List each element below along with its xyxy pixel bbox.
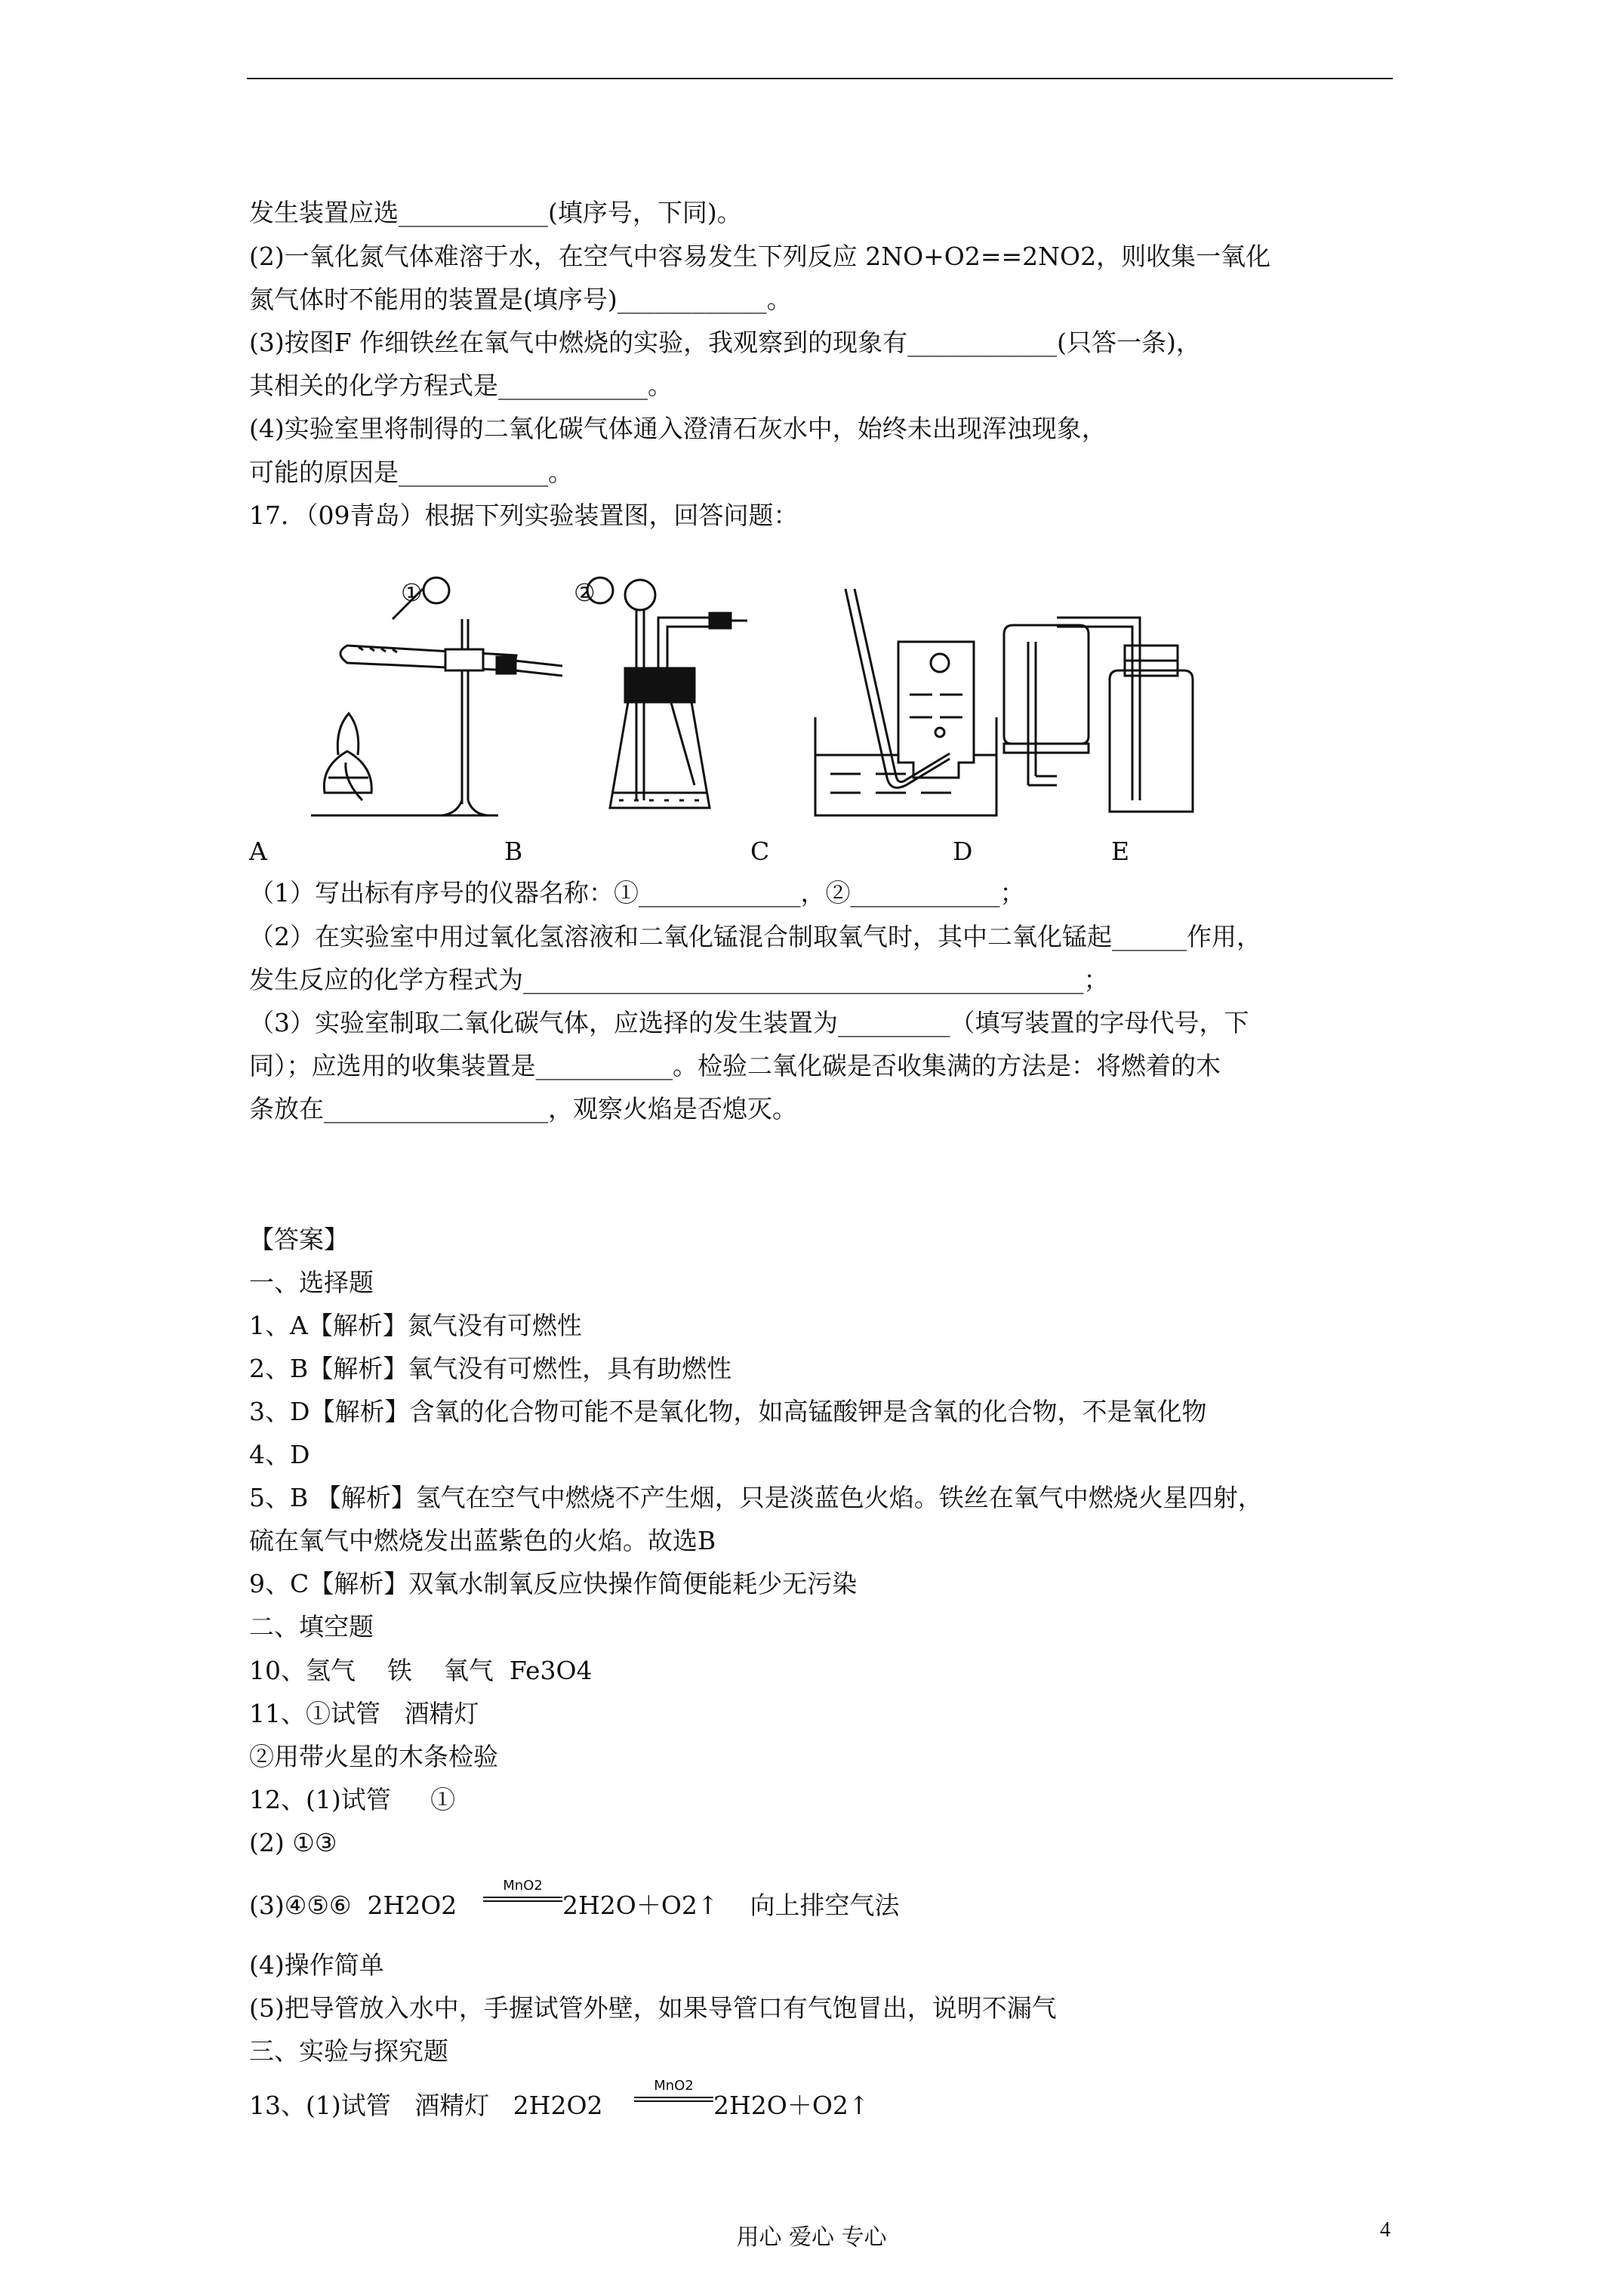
text-line: （2）在实验室中用过氧化氢溶液和二氧化锰混合制取氧气时，其中二氧化锰起______作用， [249,922,1261,951]
answer-line: (5)把导管放入水中，手握试管外壁，如果导管口有气饱冒出，说明不漏气 [249,1993,1057,2023]
label-d: D [953,837,973,866]
mark-1: ① [401,578,423,607]
apparatus-c [815,589,996,815]
text-line: （1）写出标有序号的仪器名称：①_____________，②____________； [249,878,1025,908]
equation-left: 13、(1)试管 酒精灯 2H2O2 [249,2091,603,2120]
text-line: 条放在__________________，观察火焰是否熄灭。 [249,1094,797,1123]
apparatus-figure [302,574,1359,831]
question-17-title: 17．（09青岛）根据下列实验装置图，回答问题： [249,501,799,530]
page-footer: 用心 爱心 专心 [736,2224,887,2251]
answer-line: 9、C【解析】双氧水制氧反应快操作简便能耗少无污染 [249,1569,858,1598]
answer-line: 5、B 【解析】氢气在空气中燃烧不产生烟，只是淡蓝色火焰。铁丝在氧气中燃烧火星四射， [249,1483,1263,1512]
answer-line: 3、D【解析】含氧的化合物可能不是氧化物，如高锰酸钾是含氧的化合物，不是氧化物 [249,1397,1207,1426]
text-line: 氮气体时不能用的装置是(填序号)____________。 [249,285,792,314]
equation-right: 2H2O＋O2↑ [713,2091,870,2120]
label-a: A [249,837,267,866]
text-line: 可能的原因是____________。 [249,458,573,487]
label-c: C [750,837,770,866]
text-line: (3)按图F 作细铁丝在氧气中燃烧的实验，我观察到的现象有____________(只答一条)， [249,328,1201,357]
answer-line: 12、(1)试管 ① [249,1785,456,1814]
catalyst-arrow [634,2079,713,2116]
answer-line: 4、D [249,1440,310,1469]
text-line: 其相关的化学方程式是____________。 [249,371,673,400]
label-b: B [504,837,523,866]
text-line: (4)实验室里将制得的二氧化碳气体通入澄清石灰水中，始终未出现浑浊现象， [249,414,1107,443]
answer-line: 1、A【解析】氮气没有可燃性 [249,1311,582,1340]
answer-line: ②用带火星的木条检验 [249,1742,498,1771]
page-number: 4 [1380,2218,1390,2242]
answer-line: (4)操作简单 [249,1950,384,1980]
section-heading: 三、实验与探究题 [249,2036,448,2066]
answer-line: 11、①试管 酒精灯 [249,1699,479,1728]
text-line: 发生反应的化学方程式为_____________________________________________； [249,965,1109,994]
section-heading: 一、选择题 [249,1268,374,1297]
answer-line: 2、B【解析】氧气没有可燃性，具有助燃性 [249,1354,732,1383]
header-rule [247,78,1393,79]
catalyst-label: MnO2 [654,2078,694,2094]
answer-heading: 【答案】 [249,1225,349,1254]
label-e: E [1111,837,1130,866]
apparatus-a [311,578,562,815]
mark-2: ② [574,578,596,607]
catalyst-arrow [483,1878,562,1916]
answer-line: 硫在氧气中燃烧发出蓝紫色的火焰。故选B [249,1526,716,1555]
answer-line: 10、氢气 铁 氧气 Fe3O4 [249,1656,593,1685]
text-line: (2)一氧化氮气体难溶于水，在空气中容易发生下列反应 2NO+O2==2NO2，则收集一氧化 [249,242,1271,271]
equation-left: (3)④⑤⑥ 2H2O2 [249,1891,457,1920]
answer-line: (2) ①③ [249,1828,337,1857]
apparatus-d [1004,625,1089,785]
text-line: 发生装置应选____________(填序号，下同)。 [249,198,742,227]
catalyst-label: MnO2 [503,1878,543,1894]
text-line: 同）；应选用的收集装置是___________。检验二氧化碳是否收集满的方法是：将燃着的木 [249,1051,1221,1080]
section-heading: 二、填空题 [249,1612,374,1641]
text-line: （3）实验室制取二氧化碳气体，应选择的发生装置为_________（填写装置的字母代号，下 [249,1008,1249,1037]
apparatus-e [1057,618,1193,812]
equation-right: 2H2O＋O2↑ 向上排空气法 [562,1891,900,1920]
